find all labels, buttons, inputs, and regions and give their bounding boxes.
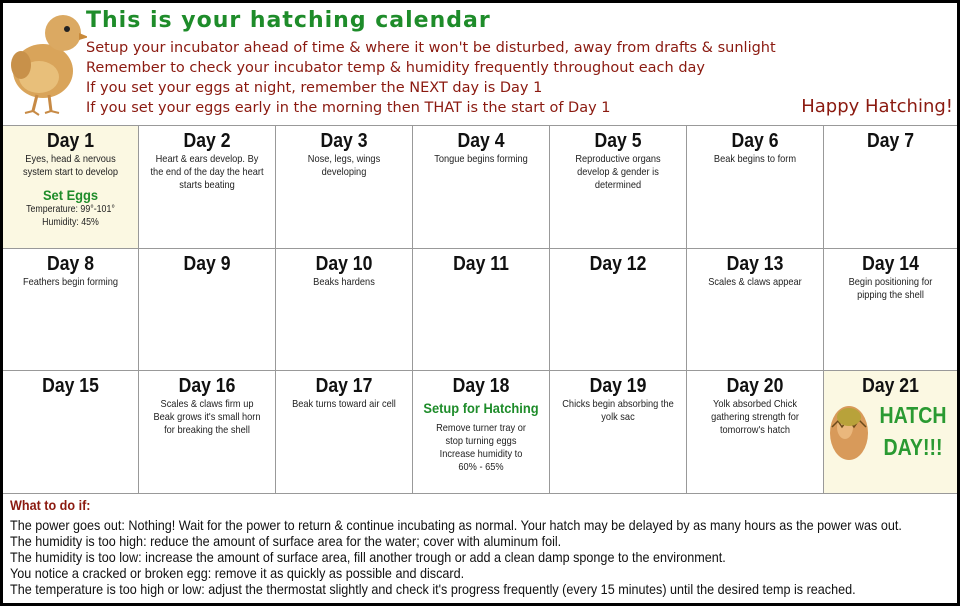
day-description: Chicks begin absorbing the yolk sac (562, 398, 674, 423)
day-label: Day 8 (47, 253, 94, 275)
day-label: Day 10 (315, 253, 373, 275)
calendar-header (3, 3, 957, 125)
day-cell-10 (276, 249, 413, 371)
day-description: Tongue begins forming (434, 153, 528, 165)
hatch-text-line-2: DAY!!! (883, 434, 943, 460)
day-cell-4 (413, 126, 550, 249)
hatching-egg-image (828, 397, 870, 463)
day-label: Day 1 (47, 130, 94, 152)
day-cell-6 (687, 126, 824, 249)
temperature-text: Temperature: 99°-101° (26, 204, 115, 215)
day-label: Day 21 (862, 375, 919, 397)
hatch-day-text (875, 399, 952, 463)
footer-line-4: You notice a cracked or broken egg: remove it as quickly as possible and discard. (10, 565, 465, 581)
day-cell-1 (3, 126, 139, 249)
setup-for-hatching-label: Setup for Hatching (423, 400, 539, 416)
day-label: Day 7 (867, 130, 914, 152)
day-label: Day 9 (183, 253, 231, 275)
day-cell-3 (276, 126, 413, 249)
day-label: Day 3 (320, 130, 368, 152)
set-eggs-label: Set Eggs (42, 187, 99, 203)
day-cell-12 (550, 249, 687, 371)
day-description: Scales & claws appear (708, 276, 802, 288)
day-cell-11 (413, 249, 550, 371)
day-description: Yolk absorbed Chick gathering strength for tomorrow's hatch (711, 398, 799, 436)
day-description: Nose, legs, wings developing (307, 153, 381, 178)
day-description: Beak begins to form (713, 153, 797, 165)
humidity-text: Humidity: 45% (42, 217, 99, 228)
day-label: Day 18 (452, 375, 510, 397)
day-label: Day 15 (42, 375, 99, 397)
tip-1: Setup your incubator ahead of time & where it won't be disturbed, away from drafts & sunlight (86, 40, 776, 56)
day-description: Beaks hardens (313, 276, 375, 288)
day-label: Day 19 (589, 375, 647, 397)
day-description: Begin positioning for pipping the shell (848, 276, 933, 301)
calendar-grid (3, 125, 957, 494)
day-cell-2 (139, 126, 276, 249)
day-description: Remove turner tray or stop turning eggs Increase humidity to 60% - 65% (436, 422, 526, 473)
day-cell-15 (3, 371, 139, 494)
day-cell-9 (139, 249, 276, 371)
tip-4: If you set your eggs early in the morning then THAT is the start of Day 1 (86, 100, 611, 116)
footer-line-5: The temperature is too high or low: adjust the thermostat slightly and check it's progress frequently (every 15 minutes) until the desired temp is reached. (10, 581, 856, 597)
what-to-do-section (3, 494, 957, 603)
day-cell-13 (687, 249, 824, 371)
footer-line-1: The power goes out: Nothing! Wait for the power to return & continue incubating as normal. Your hatch may be delayed by as many hours as the power was out. (10, 517, 902, 533)
day-cell-19 (550, 371, 687, 494)
day-description: Beak turns toward air cell (292, 398, 396, 410)
day-description: Reproductive organs develop & gender is determined (575, 153, 661, 191)
day-cell-17 (276, 371, 413, 494)
day-description: Scales & claws firm up Beak grows it's small horn for breaking the shell (153, 398, 261, 436)
what-to-do-heading: What to do if: (10, 497, 91, 513)
day-label: Day 12 (589, 253, 647, 275)
day-cell-16 (139, 371, 276, 494)
chick-image (7, 7, 87, 119)
day-cell-5 (550, 126, 687, 249)
day-label: Day 13 (726, 253, 784, 275)
day-cell-8 (3, 249, 139, 371)
day-description: Feathers begin forming (22, 276, 119, 288)
tip-3: If you set your eggs at night, remember the NEXT day is Day 1 (86, 80, 543, 96)
footer-line-3: The humidity is too low: increase the amount of surface area, fill another trough or add a clean damp sponge to the environment. (10, 549, 726, 565)
day-cell-21 (824, 371, 957, 494)
happy-hatching-text: Happy Hatching! (801, 96, 953, 117)
hatching-calendar (3, 3, 957, 603)
day-description: Eyes, head & nervous system start to develop (22, 153, 119, 178)
day-label: Day 14 (862, 253, 919, 275)
day-description: Heart & ears develop. By the end of the day the heart starts beating (150, 153, 264, 191)
day-label: Day 6 (731, 130, 779, 152)
day-label: Day 20 (726, 375, 784, 397)
day-label: Day 5 (594, 130, 642, 152)
tip-2: Remember to check your incubator temp & humidity frequently throughout each day (86, 60, 706, 76)
day-label: Day 17 (315, 375, 373, 397)
day-label: Day 11 (453, 253, 509, 275)
day-cell-18 (413, 371, 550, 494)
day-label: Day 4 (457, 130, 505, 152)
day-cell-7 (824, 126, 957, 249)
page-title: This is your hatching calendar (86, 8, 491, 33)
hatch-text-line-1: HATCH (879, 402, 947, 428)
footer-line-2: The humidity is too high: reduce the amount of surface area for the water; cover with aluminum foil. (10, 533, 562, 549)
day-label: Day 16 (178, 375, 236, 397)
day-cell-20 (687, 371, 824, 494)
day-label: Day 2 (183, 130, 231, 152)
day-cell-14 (824, 249, 957, 371)
